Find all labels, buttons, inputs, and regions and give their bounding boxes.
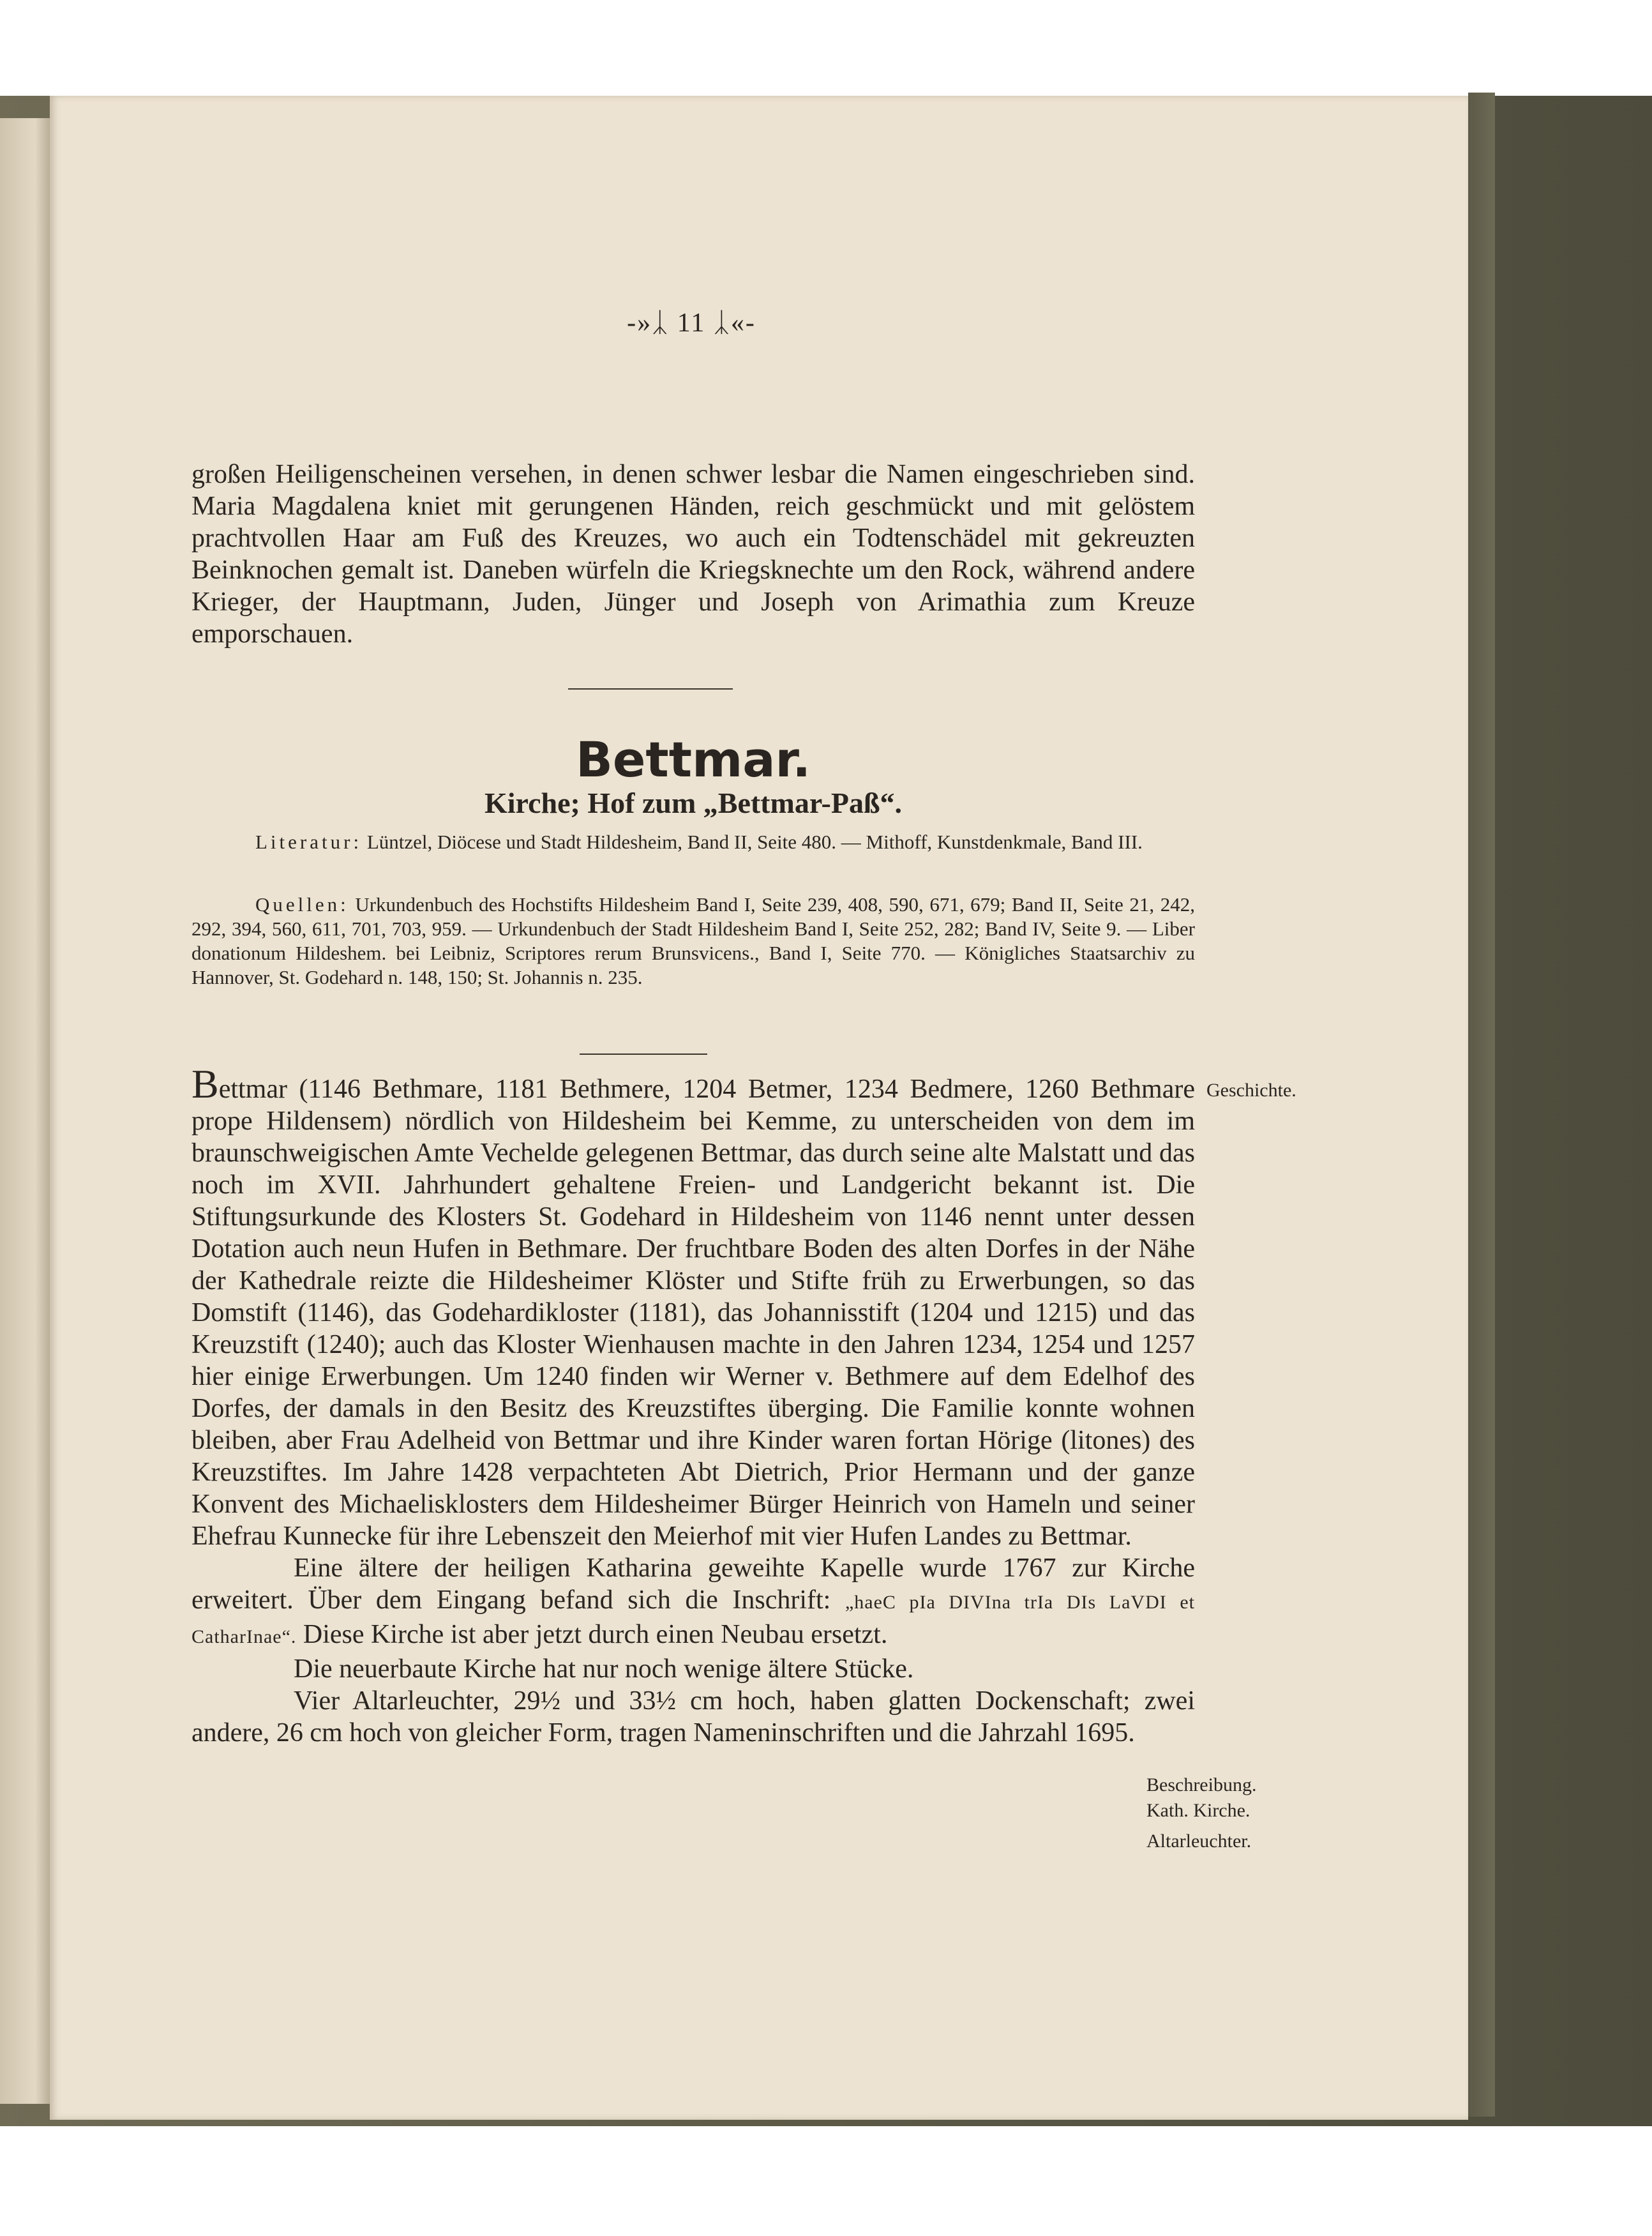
margin-note-history: Geschichte. [1206, 1080, 1296, 1101]
literature-text: Lüntzel, Diöcese und Stadt Hildesheim, Band II, Seite 480. — Mithoff, Kunstdenkmale, Band III. [366, 831, 1143, 853]
literature-label: Literatur: [255, 831, 363, 853]
candlesticks-paragraph: Vier Altarleuchter, 29½ und 33½ cm hoch, haben glatten Dockenschaft; zwei andere, 26 cm hoch von gleicher Form, tragen Nameninschriften und die Jahrzahl 1695. [191, 1686, 1195, 1748]
intro-paragraph: großen Heiligenscheinen versehen, in denen schwer lesbar die Namen eingeschrieben sind. Maria Magdalena kniet mit gerungenen Händen, reich geschmückt und mit gelöstem prachtvollen Haar am Fuß des Kreuzes, wo auch ein Todtenschädel mit gekreuzten Beinknochen gemalt ist. Daneben würfeln die Kriegsknechte um den Rock, während andere Krieger, der Hauptmann, Juden, Jünger und Joseph von Arimathia zum Kreuze emporschauen. [191, 460, 1195, 649]
divider [568, 688, 733, 690]
page-edge [1468, 93, 1495, 2117]
page-header: -»ᛣ 11 ᛣ«- [627, 308, 756, 338]
sources-label: Quellen: [255, 893, 349, 916]
margin-note-description: Beschreibung. [1146, 1774, 1257, 1795]
chapel-inscription: „haeC pIa DIVIna trIa DIs LaVDI et CatharInae“. [191, 1592, 1195, 1647]
margin-note-church: Kath. Kirche. [1146, 1800, 1250, 1821]
previous-page-edge [0, 118, 50, 2104]
margin-note-candlesticks: Altarleuchter. [1146, 1831, 1252, 1852]
new-church-paragraph: Die neuerbaute Kirche hat nur noch wenige ältere Stücke. [294, 1654, 914, 1684]
sources-text: Urkundenbuch des Hochstifts Hildesheim Band I, Seite 239, 408, 590, 671, 679; Band II, Seite 21, 242, 292, 394, 560, 611, 701, 703, 959. — Urkundenbuch der Stadt Hildesheim Band I, Seite 252, 282; Band IV, Seite 9. — Liber donationum Hildeshem. bei Leibniz, Scriptores rerum Brunsvicens., Band I, Seite 770. — Königliches Staatsarchiv zu Hannover, St. Godehard n. 148, 150; St. Johannis n. 235. [191, 893, 1196, 988]
section-subtitle: Kirche; Hof zum „Bettmar-Paß“. [484, 787, 903, 819]
divider [580, 1054, 707, 1055]
sources-block [191, 893, 1195, 990]
section-title: Bettmar. [575, 731, 811, 788]
book-page [50, 96, 1468, 2120]
literature-block [191, 830, 1195, 854]
chapel-paragraph: Eine ältere der heiligen Katharina geweihte Kapelle wurde 1767 zur Kirche erweitert. Über dem Eingang befand sich die Inschrift: „haeC pIa DIVIna trIa DIs LaVDI et CatharInae“. Diese Kirche ist aber jetzt durch einen Neubau ersetzt. [191, 1553, 1195, 1649]
history-paragraph: Bettmar (1146 Bethmare, 1181 Bethmere, 1204 Betmer, 1234 Bedmere, 1260 Bethmare prope Hildensem) nördlich von Hildesheim bei Kemme, zu unterscheiden von dem im braunschweigischen Amte Vechelde gelegenen Bettmar, das durch seine alte Malstatt und das noch im XVII. Jahrhundert gehaltene Freien- und Landgericht bekannt ist. Die Stiftungsurkunde des Klosters St. Godehard in Hildesheim von 1146 nennt unter dessen Dotation auch neun Hufen in Bethmare. Der fruchtbare Boden des alten Dorfes in der Nähe der Kathedrale reizte die Hildesheimer Klöster und Stifte früh zu Erwerbungen, so das Domstift (1146), das Godehardikloster (1181), das Johannisstift (1204 und 1215) und das Kreuzstift (1240); auch das Kloster Wienhausen machte in den Jahren 1234, 1254 und 1257 hier einige Erwerbungen. Um 1240 finden wir Werner v. Bethmere auf dem Edelhof des Dorfes, der damals in den Besitz des Kreuzstiftes überging. Die Familie konnte wohnen bleiben, aber Frau Adelheid von Bettmar und ihre Kinder waren fortan Hörige (litones) des Kreuzstiftes. Im Jahre 1428 verpachteten Abt Dietrich, Prior Hermann und der ganze Konvent des Michaelisklosters dem Hildesheimer Bürger Heinrich von Hameln und seiner Ehefrau Kunnecke für ihre Lebenszeit den Meierhof mit vier Hufen Landes zu Bettmar. Eine ältere der heiligen Katharina geweihte Kapelle wurde 1767 zur Kirche erweitert. Über dem Eingang befand sich die Inschrift: „haeC pIa DIVIna trIa DIs LaVDI et CatharInae“. Diese Kirche ist aber jetzt durch einen Neubau ersetzt. Die neuerbaute Kirche hat nur noch wenige ältere Stücke. Vier Altarleuchter, 29½ und 33½ cm hoch, haben glatten Dockenschaft; zwei andere, 26 cm hoch von gleicher Form, tragen Nameninschriften und die Jahrzahl 1695. [191, 1061, 1195, 1748]
drop-cap: B [191, 1061, 219, 1107]
